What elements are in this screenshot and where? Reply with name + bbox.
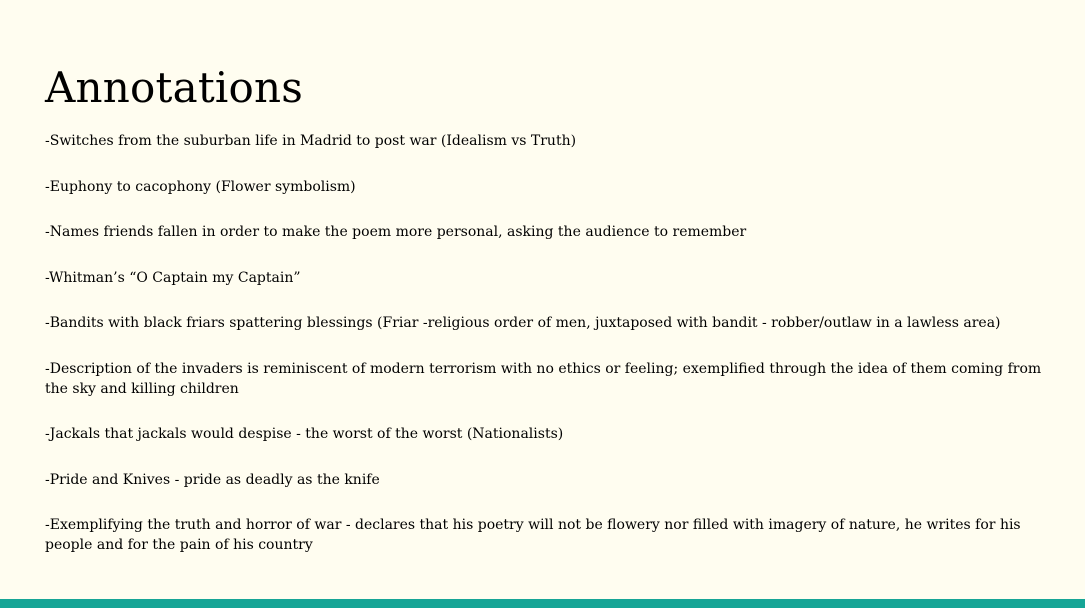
slide-title: Annotations — [45, 63, 304, 112]
annotation-item: -Euphony to cacophony (Flower symbolism) — [45, 178, 356, 195]
annotation-item: -Whitman’s “O Captain my Captain” — [45, 269, 301, 286]
annotation-item: -Switches from the suburban life in Madrid to post war (Idealism vs Truth) — [45, 133, 577, 149]
annotation-list — [45, 131, 1045, 581]
annotation-item: -Jackals that jackals would despise - the worst of the worst (Nationalists) — [45, 426, 564, 442]
annotation-item: -Exemplifying the truth and horror of war - declares that his poetry will not be flowery nor filled with imagery of nature, he writes for his people and for the pain of his country — [45, 517, 1021, 553]
annotation-item: -Bandits with black friars spattering blessings (Friar -religious order of men, juxtaposed with bandit - robber/outlaw in a lawless area) — [45, 315, 1001, 331]
annotation-item: -Pride and Knives - pride as deadly as the knife — [45, 471, 380, 488]
accent-bar — [0, 599, 1085, 608]
annotation-item: -Names friends fallen in order to make the poem more personal, asking the audience to remember — [45, 224, 747, 240]
annotation-item: -Description of the invaders is reminiscent of modern terrorism with no ethics or feeling; exemplified through the idea of them coming from the sky and killing children — [45, 360, 1042, 397]
